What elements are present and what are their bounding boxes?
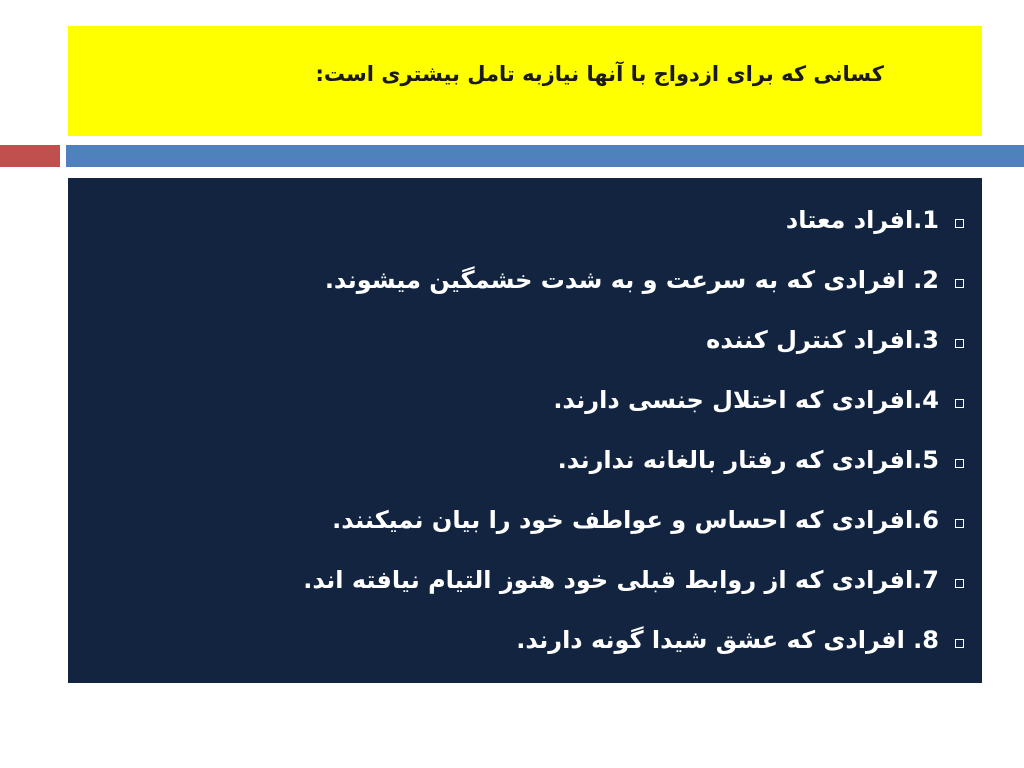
accent-strip-blue bbox=[66, 145, 1024, 167]
item-list bbox=[84, 190, 964, 670]
list-item-text: 3.افراد کنترل کننده bbox=[706, 326, 939, 354]
list-item-7 bbox=[84, 550, 964, 610]
square-bullet-icon bbox=[955, 339, 964, 348]
square-bullet-icon bbox=[955, 399, 964, 408]
square-bullet-icon bbox=[955, 639, 964, 648]
list-item-text: 8. افرادی که عشق شیدا گونه دارند. bbox=[516, 626, 939, 654]
list-item-8 bbox=[84, 610, 964, 670]
list-item-text: 1.افراد معتاد bbox=[785, 206, 939, 234]
content-box bbox=[68, 178, 982, 683]
square-bullet-icon bbox=[955, 519, 964, 528]
accent-strip-red bbox=[0, 145, 60, 167]
square-bullet-icon bbox=[955, 579, 964, 588]
list-item-text: 5.افرادی که رفتار بالغانه ندارند. bbox=[557, 446, 939, 474]
list-item-5 bbox=[84, 430, 964, 490]
square-bullet-icon bbox=[955, 459, 964, 468]
list-item-4 bbox=[84, 370, 964, 430]
list-item-text: 2. افرادی که به سرعت و به شدت خشمگین میشوند. bbox=[324, 266, 939, 294]
list-item-2 bbox=[84, 250, 964, 310]
list-item-3 bbox=[84, 310, 964, 370]
list-item-text: 4.افرادی که اختلال جنسی دارند. bbox=[553, 386, 939, 414]
list-item-1 bbox=[84, 190, 964, 250]
list-item-text: 7.افرادی که از روابط قبلی خود هنوز التیام نیافته اند. bbox=[303, 566, 939, 594]
list-item-text: 6.افرادی که احساس و عواطف خود را بیان نمیکنند. bbox=[332, 506, 939, 534]
square-bullet-icon bbox=[955, 279, 964, 288]
list-item-6 bbox=[84, 490, 964, 550]
square-bullet-icon bbox=[955, 219, 964, 228]
slide-title: کسانی که برای ازدواج با آنها نیازبه تامل بیشتری است: bbox=[315, 62, 884, 86]
